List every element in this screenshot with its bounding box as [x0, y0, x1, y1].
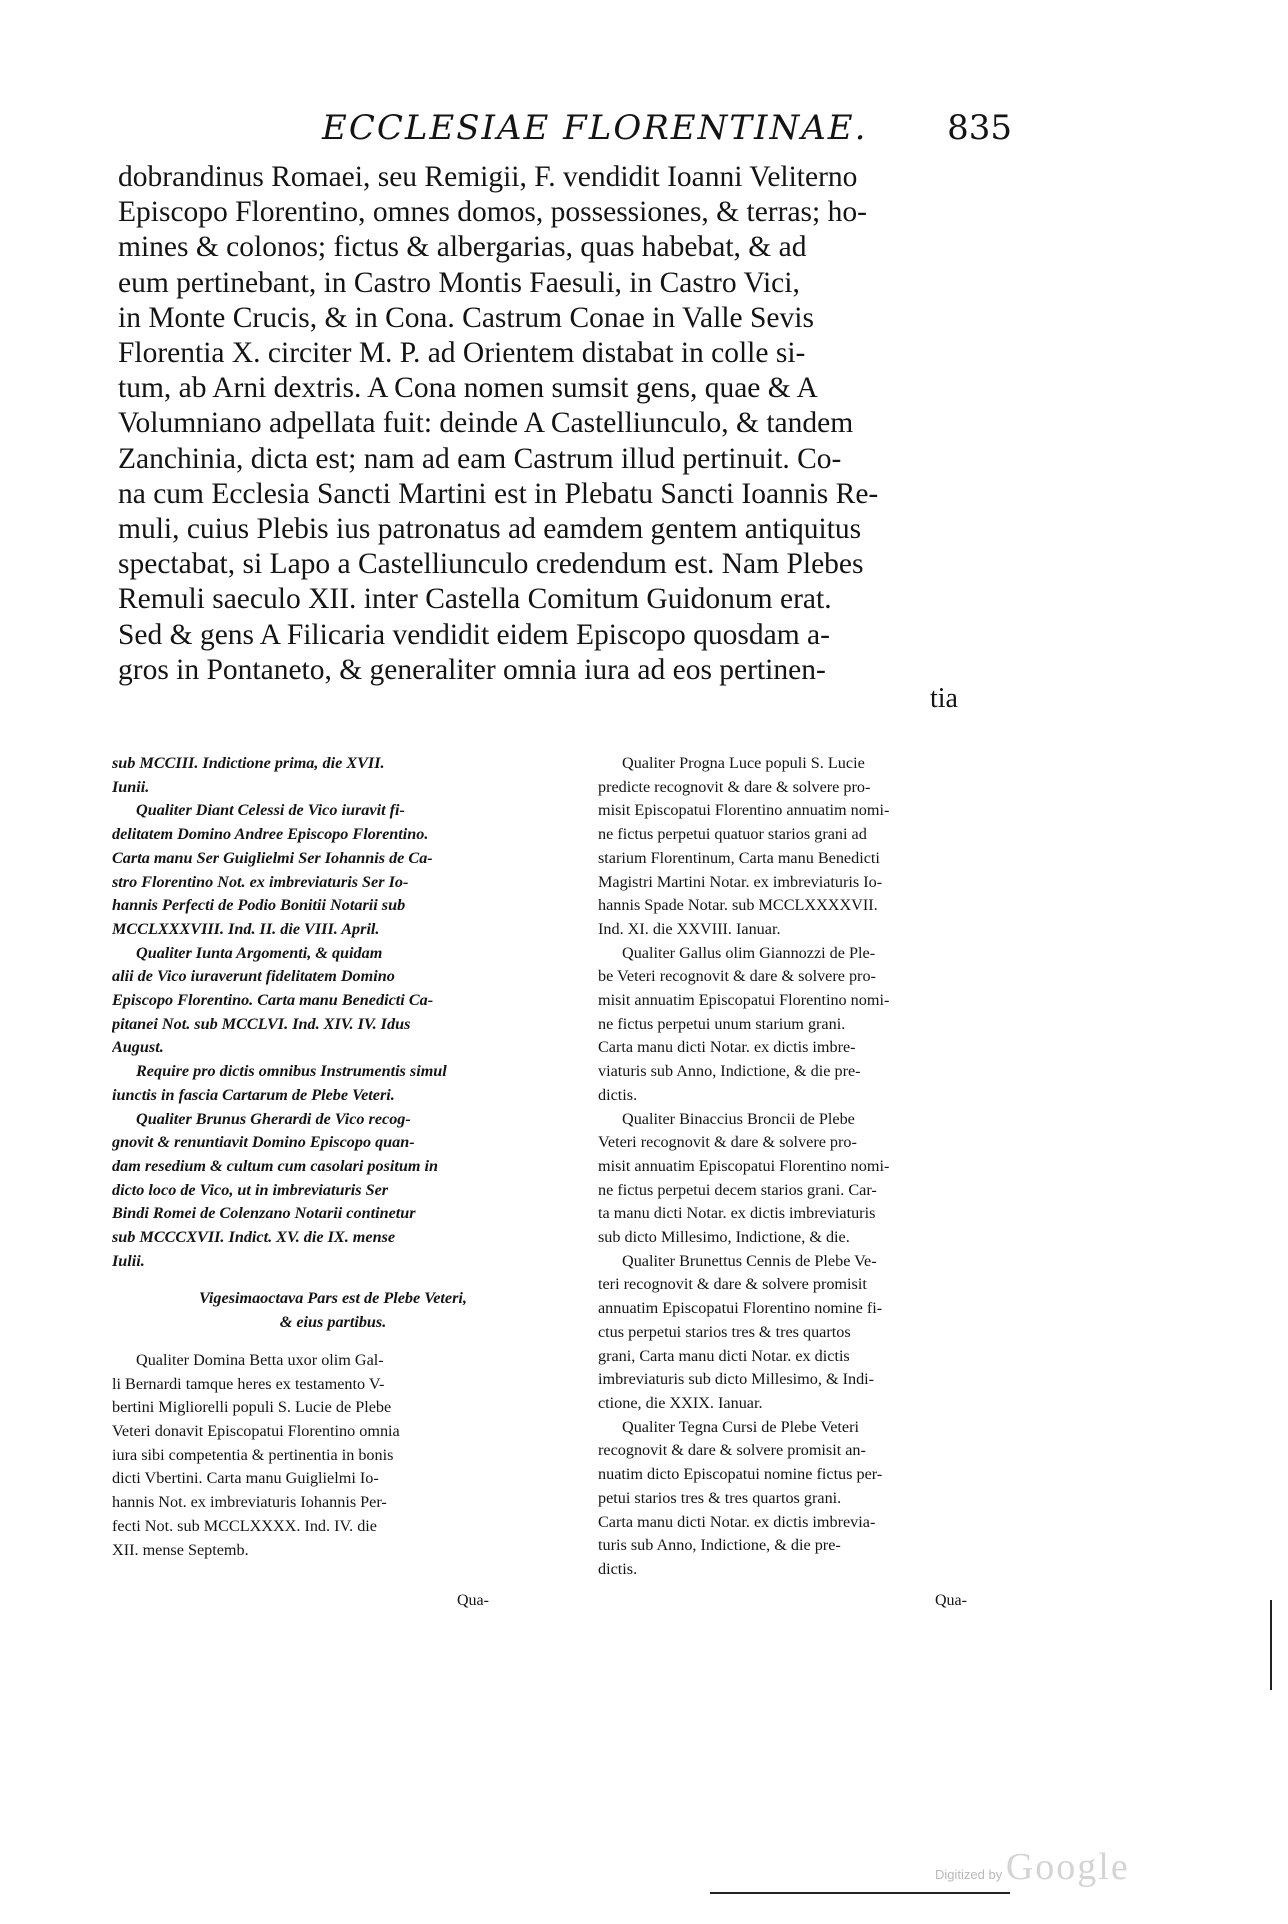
footnote-line: Qualiter Binaccius Broncii de Plebe [622, 1109, 855, 1128]
text-line: mines & colonos; fictus & albergarias, quas habebat, & ad [118, 231, 807, 264]
footnote-line: petui starios tres & tres quartos grani. [598, 1488, 842, 1507]
text-line: spectabat, si Lapo a Castelliunculo credendum est. Nam Plebes [118, 548, 864, 581]
text-line: Remuli saeculo XII. inter Castella Comitum Guidonum erat. [118, 583, 832, 616]
footnote-line: Iunii. [112, 777, 150, 796]
footnote-line: fecti Not. sub MCCLXXXX. Ind. IV. die [112, 1516, 377, 1535]
footnote-line: Qualiter Gallus olim Giannozzi de Ple- [622, 943, 876, 962]
margin-mark [1270, 1600, 1272, 1690]
footnote-line: sub MCCIII. Indictione prima, die XVII. [112, 754, 385, 772]
footnote-line: misit Episcopatui Florentino annuatim nomi- [598, 801, 890, 820]
footnote-line: Qualiter Brunus Gherardi de Vico recog- [136, 1109, 411, 1128]
footnote-line: teri recognovit & dare & solvere promisit [598, 1275, 867, 1294]
right-catchword: Qua- [935, 1592, 967, 1609]
main-text-block [118, 160, 1012, 688]
text-line: gros in Pontaneto, & generaliter omnia iura ad eos pertinen- [118, 653, 826, 686]
footnote-line: nuatim dicto Episcopatui nomine fictus per- [598, 1465, 883, 1484]
footnote-line: Ind. XI. die XXVIII. Ianuar. [598, 919, 781, 938]
footnote-line: hannis Not. ex imbreviaturis Iohannis Per- [112, 1493, 387, 1512]
footnote-line: li Bernardi tamque heres ex testamento V- [112, 1374, 385, 1393]
footnote-line: Veteri recognovit & dare & solvere pro- [598, 1133, 857, 1152]
footnote-line: ctione, die XXIX. Ianuar. [598, 1393, 763, 1412]
footnote-line: Qualiter Tegna Cursi de Plebe Veteri [622, 1417, 859, 1436]
footnote-line: ne fictus perpetui decem starios grani. Car- [598, 1180, 877, 1199]
footnote-line: Qualiter Brunettus Cennis de Plebe Ve- [622, 1251, 877, 1270]
footnote-line: imbreviaturis sub dicto Millesimo, & Indi- [598, 1370, 875, 1389]
footnote-line: dam resedium & cultum cum casolari positum in [112, 1156, 439, 1175]
footnote-line: dictis. [598, 1559, 638, 1578]
footnote-line: misit annuatim Episcopatui Florentino nomi- [598, 1156, 890, 1175]
bottom-rule [710, 1892, 1010, 1894]
text-line: in Monte Crucis, & in Cona. Castrum Conae in Valle Sevis [118, 301, 814, 334]
left-catchword: Qua- [457, 1592, 489, 1609]
footnote-line: pitanei Not. sub MCCLVI. Ind. XIV. IV. Idus [112, 1014, 411, 1033]
footnote-line: dicto loco de Vico, ut in imbreviaturis Ser [112, 1180, 389, 1199]
footnote-line: ctus perpetui starios tres & tres quartos [598, 1322, 851, 1341]
footnote-line: turis sub Anno, Indictione, & die pre- [598, 1536, 841, 1555]
footnote-line: grani, Carta manu dicti Notar. ex dictis [598, 1346, 850, 1365]
footnote-line: iunctis in fascia Cartarum de Plebe Veteri. [112, 1085, 395, 1104]
digitized-watermark [935, 1845, 1130, 1889]
footnote-line: ta manu dicti Notar. ex dictis imbreviaturis [598, 1204, 876, 1223]
footnote-line: Qualiter Progna Luce populi S. Lucie [622, 754, 865, 772]
footnote-line: viaturis sub Anno, Indictione, & die pre- [598, 1062, 861, 1081]
footnote-line: ne fictus perpetui quatuor starios grani ad [598, 825, 867, 844]
footnote-line: starium Florentinum, Carta manu Benedicti [598, 848, 880, 867]
footnote-line: Iulii. [112, 1251, 145, 1270]
footnote-line: alii de Vico iuraverunt fidelitatem Domino [112, 967, 395, 986]
footnote-line: Carta manu dicti Notar. ex dictis imbrevia- [598, 1512, 876, 1531]
footnote-line: dicti Vbertini. Carta manu Guiglielmi Io- [112, 1469, 379, 1488]
page-header [322, 108, 1012, 148]
watermark-logo: Google [1005, 1846, 1130, 1888]
left-footnote-column [112, 752, 554, 1562]
footnote-line: recognovit & dare & solvere promisit an- [598, 1441, 866, 1460]
footnote-line: ne fictus perpetui unum starium grani. [598, 1014, 846, 1033]
watermark-small: Digitized by [935, 1867, 1003, 1882]
text-line: Zanchinia, dicta est; nam ad eam Castrum illud pertinuit. Co- [118, 442, 842, 475]
footnote-line: XII. mense Septemb. [112, 1540, 249, 1559]
footnote-line: gnovit & renuntiavit Domino Episcopo quan- [112, 1133, 415, 1152]
text-line: tum, ab Arni dextris. A Cona nomen sumsit gens, quae & A [118, 372, 818, 405]
footnote-line: Magistri Martini Notar. ex imbreviaturis Io- [598, 872, 883, 891]
footnote-line: Qualiter Domina Betta uxor olim Gal- [136, 1350, 384, 1369]
footnote-line: MCCLXXXVIII. Ind. II. die VIII. April. [112, 919, 380, 938]
main-catchword: tia [930, 683, 958, 714]
footnote-line: Qualiter Iunta Argomenti, & quidam [136, 943, 383, 962]
running-title: ECCLESIAE FLORENTINAE. [322, 108, 868, 148]
text-line: Sed & gens A Filicaria vendidit eidem Episcopo quosdam a- [118, 618, 830, 651]
text-line: Episcopo Florentino, omnes domos, possessiones, & terras; ho- [118, 196, 867, 229]
footnote-line: dictis. [598, 1085, 638, 1104]
footnote-line: hannis Spade Notar. sub MCCLXXXXVII. [598, 896, 878, 915]
footnote-line: be Veteri recognovit & dare & solvere pro- [598, 967, 876, 986]
footnote-line: hannis Perfecti de Podio Bonitii Notarii sub [112, 896, 406, 915]
footnote-line: Veteri donavit Episcopatui Florentino omnia [112, 1421, 400, 1440]
right-footnote-column [598, 752, 1010, 1582]
text-line: dobrandinus Romaei, seu Remigii, F. vendidit Ioanni Veliterno [118, 161, 858, 193]
footnote-line: Require pro dictis omnibus Instrumentis simul [136, 1062, 447, 1081]
footnote-line: iura sibi competentia & pertinentia in bonis [112, 1445, 394, 1464]
footnote-line: sub MCCCXVII. Indict. XV. die IX. mense [112, 1228, 396, 1247]
text-line: Volumniano adpellata fuit: deinde A Castelliunculo, & tandem [118, 407, 854, 440]
footnote-line: August. [112, 1038, 164, 1057]
footnote-line: Vigesimaoctava Pars est de Plebe Veteri, [199, 1289, 467, 1308]
footnote-line: & eius partibus. [279, 1313, 387, 1332]
footnote-line: delitatem Domino Andree Episcopo Florentino. [112, 825, 429, 844]
footnote-line: Qualiter Diant Celessi de Vico iuravit fi- [136, 801, 405, 820]
text-line: eum pertinebant, in Castro Montis Faesuli, in Castro Vici, [118, 266, 800, 299]
footnote-line: Carta manu dicti Notar. ex dictis imbre- [598, 1038, 856, 1057]
footnote-line: misit annuatim Episcopatui Florentino nomi- [598, 991, 890, 1010]
text-line: muli, cuius Plebis ius patronatus ad eamdem gentem antiquitus [118, 513, 862, 546]
footnote-line: Episcopo Florentino. Carta manu Benedicti Ca- [112, 991, 434, 1010]
text-line: Florentia X. circiter M. P. ad Orientem distabat in colle si- [118, 337, 806, 370]
text-line: na cum Ecclesia Sancti Martini est in Plebatu Sancti Ioannis Re- [118, 477, 879, 510]
footnote-line: Carta manu Ser Guiglielmi Ser Iohannis de Ca- [112, 848, 433, 867]
footnote-line: sub dicto Millesimo, Indictione, & die. [598, 1228, 850, 1247]
footnote-line: stro Florentino Not. ex imbreviaturis Ser Io- [112, 872, 409, 891]
footnote-line: predicte recognovit & dare & solvere pro- [598, 777, 871, 796]
footnote-line: annuatim Episcopatui Florentino nomine fi- [598, 1299, 883, 1318]
footnote-line: Bindi Romei de Colenzano Notarii continetur [112, 1204, 416, 1223]
page-number: 835 [947, 108, 1012, 148]
footnote-line: bertini Migliorelli populi S. Lucie de Plebe [112, 1398, 392, 1417]
